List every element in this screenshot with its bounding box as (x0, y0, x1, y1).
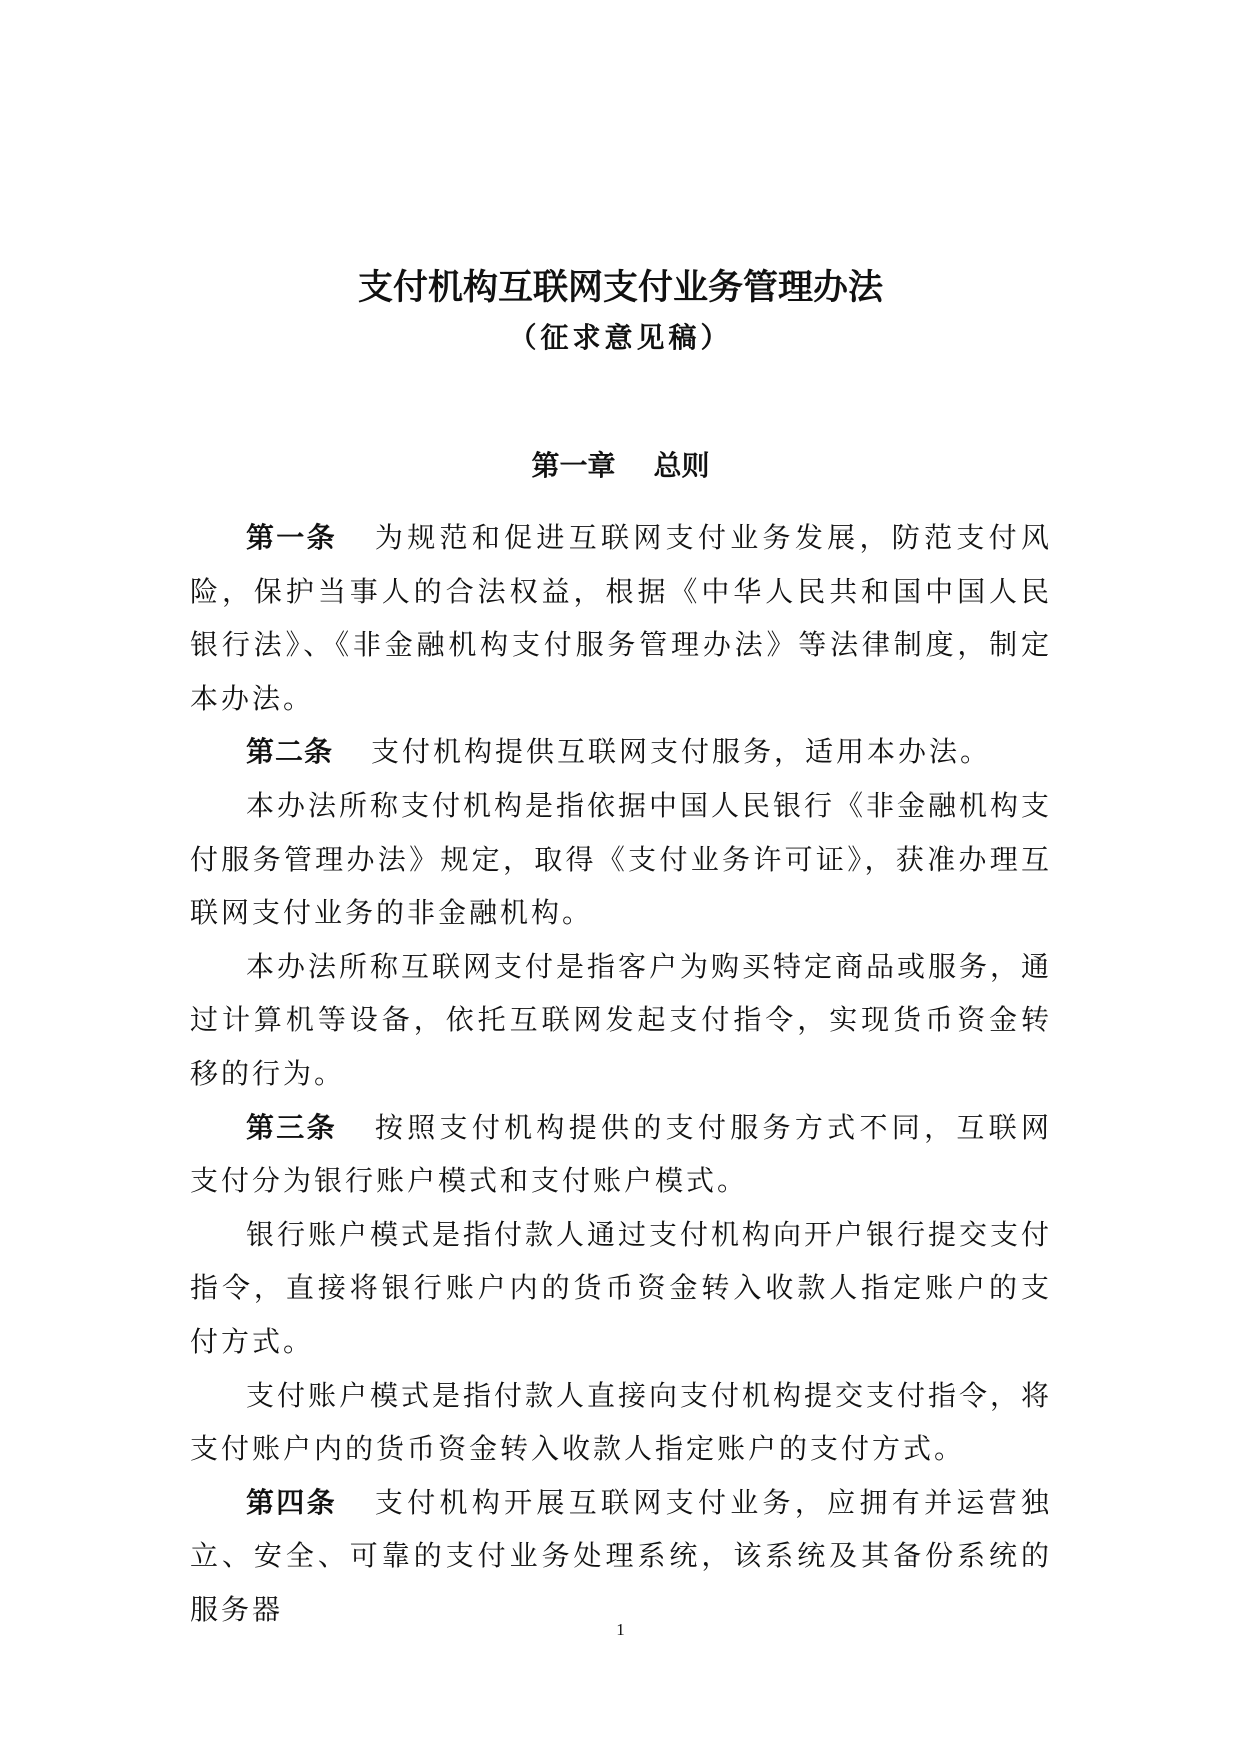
document-title: 支付机构互联网支付业务管理办法 (357, 268, 883, 308)
document-subtitle: （征求意见稿） (508, 321, 733, 354)
article-2-paragraph (190, 725, 1052, 779)
chapter-number: 第一章 (531, 449, 616, 482)
article-label: 第三条 (246, 1110, 337, 1144)
article-2-paragraph-2 (190, 779, 1052, 940)
article-1-paragraph (190, 511, 1052, 725)
article-label: 第一条 (246, 521, 337, 554)
article-label: 第二条 (246, 735, 334, 769)
chapter-heading (0, 448, 1241, 484)
paragraph-text: 按照支付机构提供的支付服务方式不同，互联网支付分为银行账户模式和支付账户模式。 (190, 1110, 1052, 1198)
article-label: 第四条 (246, 1485, 337, 1519)
document-body (190, 511, 1052, 1636)
paragraph-text: 本办法所称互联网支付是指客户为购买特定商品或服务，通过计算机等设备，依托互联网发起支付指令，实现货币资金转移的行为。 (190, 949, 1053, 1090)
paragraph-text: 为规范和促进互联网支付业务发展，防范支付风险，保护当事人的合法权益，根据《中华人民共和国中国人民银行法》、《非金融机构支付服务管理办法》等法律制度，制定本办法。 (190, 521, 1052, 715)
article-4-paragraph (190, 1476, 1052, 1637)
article-2-paragraph-3 (190, 940, 1052, 1101)
paragraph-text: 支付账户模式是指付款人直接向支付机构提交支付指令，将支付账户内的货币资金转入收款人指定账户的支付方式。 (190, 1378, 1053, 1466)
paragraph-text: 银行账户模式是指付款人通过支付机构向开户银行提交支付指令，直接将银行账户内的货币资金转入收款人指定账户的支付方式。 (190, 1217, 1053, 1358)
chapter-name: 总则 (653, 449, 710, 482)
article-3-paragraph-2 (190, 1208, 1052, 1369)
article-3-paragraph-3 (190, 1369, 1052, 1476)
page-number: 1 (616, 1620, 625, 1639)
paragraph-text: 支付机构提供互联网支付服务，适用本办法。 (371, 735, 992, 769)
paragraph-text: 支付机构开展互联网支付业务，应拥有并运营独立、安全、可靠的支付业务处理系统，该系统及其备份系统的服务器 (190, 1485, 1052, 1626)
paragraph-text: 本办法所称支付机构是指依据中国人民银行《非金融机构支付服务管理办法》规定，取得《支付业务许可证》，获准办理互联网支付业务的非金融机构。 (190, 788, 1053, 930)
article-3-paragraph (190, 1101, 1052, 1208)
